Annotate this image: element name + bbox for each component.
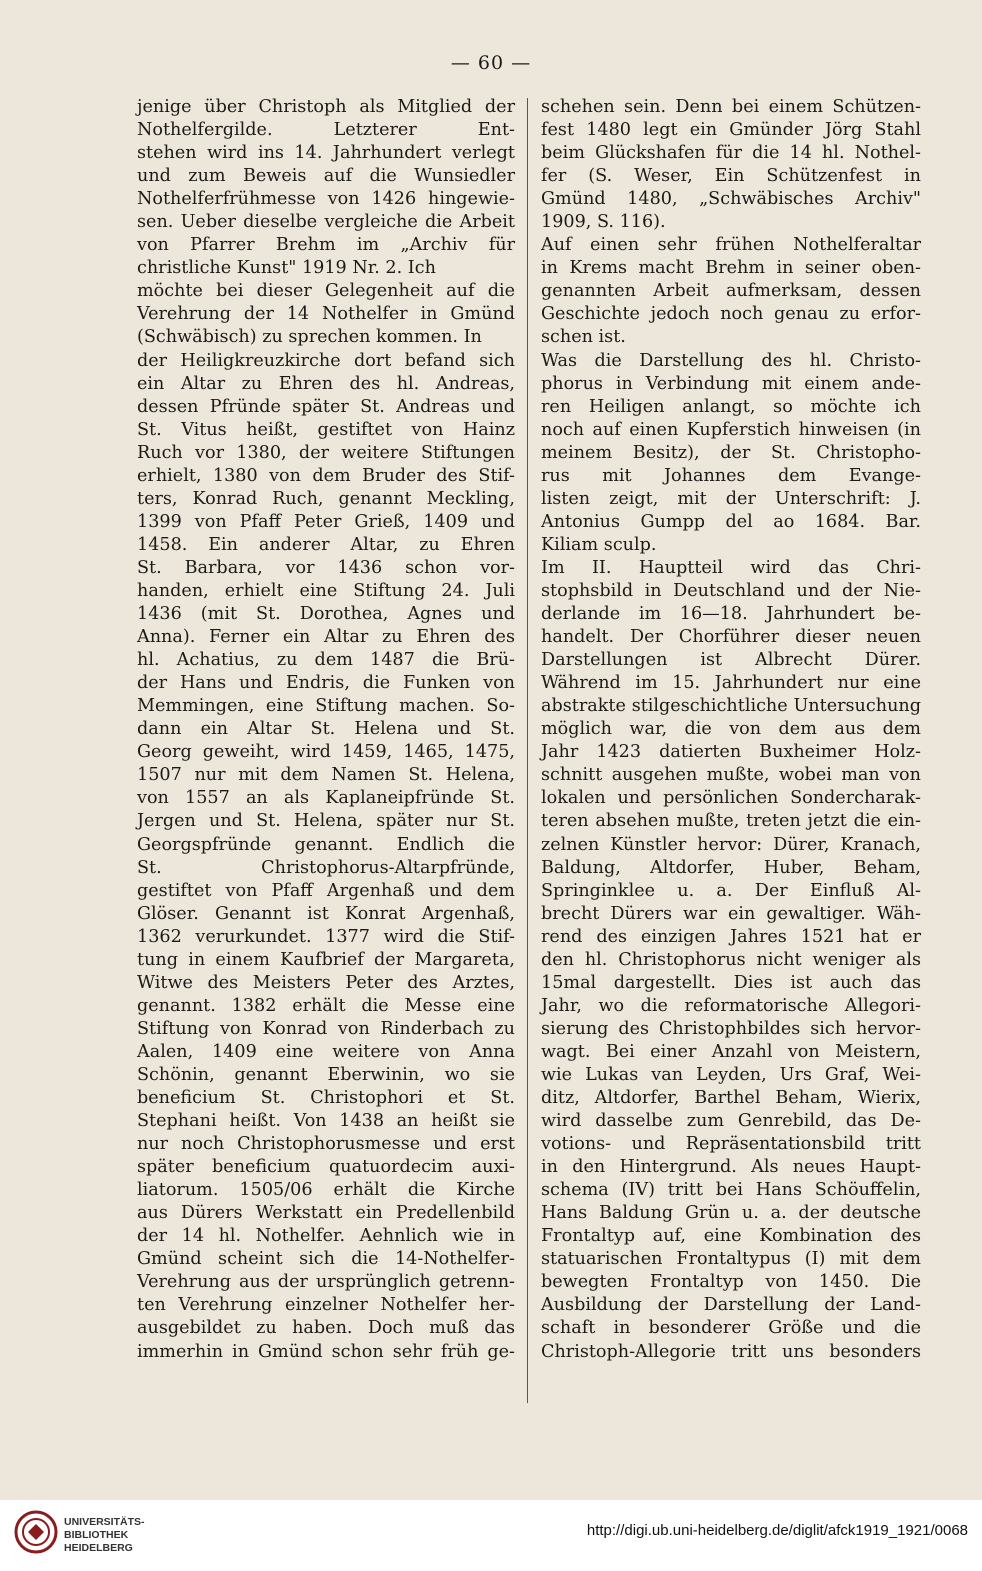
text-line: Nothelfergilde. Letzterer Ent- xyxy=(137,120,515,141)
text-line: fest 1480 legt ein Gmünder Jörg Stahl xyxy=(541,120,921,141)
text-line: rend des einzigen Jahres 1521 hat er xyxy=(541,926,921,947)
text-line: St. Barbara, vor 1436 schon vor- xyxy=(137,557,515,578)
text-line: ein Altar zu Ehren des hl. Andreas, xyxy=(137,373,515,394)
text-line: Stiftung von Konrad von Rinderbach zu xyxy=(137,1018,515,1039)
text-line: der 14 hl. Nothelfer. Aehnlich wie in xyxy=(137,1226,515,1247)
source-url[interactable]: http://digi.ub.uni-heidelberg.de/diglit/afck1919_1921/0068 xyxy=(586,1522,968,1539)
text-line: 1507 nur mit dem Namen St. Helena, xyxy=(137,765,515,786)
text-line: gestiftet von Pfaff Argenhaß und dem xyxy=(137,880,515,901)
text-line: Verehrung der 14 Nothelfer in Gmünd xyxy=(137,304,515,325)
text-line: Frontaltyp auf, eine Kombination des xyxy=(541,1226,921,1247)
text-line: Antonius Gumpp del ao 1684. Bar. xyxy=(541,511,921,532)
text-line: Witwe des Meisters Peter des Arztes, xyxy=(137,972,515,993)
text-line: statuarischen Frontaltypus (I) mit dem xyxy=(541,1249,921,1270)
text-line: Nothelferfrühmesse von 1426 hingewie- xyxy=(137,189,515,210)
text-line: den hl. Christophorus nicht weniger als xyxy=(541,949,921,970)
institution-line: BIBLIOTHEK xyxy=(64,1529,129,1541)
text-line: genannten Arbeit aufmerksam, dessen xyxy=(541,281,921,302)
text-line: Was die Darstellung des hl. Christo- xyxy=(541,350,921,371)
text-line: schaft in besonderer Größe und die xyxy=(541,1318,921,1339)
text-line: Geschichte jedoch noch genau zu erfor- xyxy=(541,304,921,325)
text-line: von 1557 an als Kaplaneipfründe St. xyxy=(137,788,515,809)
text-line: 1362 verurkundet. 1377 wird die Stif- xyxy=(137,926,515,947)
text-line: erhielt, 1380 von dem Bruder des Stif- xyxy=(137,465,515,486)
text-line: handelt. Der Chorführer dieser neuen xyxy=(541,627,921,648)
text-line: Im II. Hauptteil wird das Chri- xyxy=(541,557,921,578)
text-line: wie Lukas van Leyden, Urs Graf, Wei- xyxy=(541,1064,921,1085)
text-line: liatorum. 1505/06 erhält die Kirche xyxy=(137,1180,515,1201)
page-number: — 60 — xyxy=(450,52,532,74)
text-line: später beneficium quatuordecim auxi- xyxy=(137,1157,515,1178)
text-line: wird dasselbe zum Genrebild, das De- xyxy=(541,1111,921,1132)
text-line: Verehrung aus der ursprünglich getrenn- xyxy=(137,1272,515,1293)
text-line: Jergen und St. Helena, später nur St. xyxy=(137,811,515,832)
text-line: meinem Besitz), der St. Christopho- xyxy=(541,442,921,463)
text-line: schehen sein. Denn bei einem Schützen- xyxy=(541,97,921,117)
text-line: tung in einem Kaufbrief der Margareta, xyxy=(137,949,515,970)
text-line: teren absehen mußte, treten jetzt die ein- xyxy=(541,811,921,832)
text-line: Ruch vor 1380, der weitere Stiftungen xyxy=(137,442,515,463)
text-line: brecht Dürers war ein gewaltiger. Wäh- xyxy=(541,903,921,924)
text-line: Während im 15. Jahrhundert nur eine xyxy=(541,673,921,694)
text-line: möglich war, die von dem aus dem xyxy=(541,719,921,740)
text-line: abstrakte stilgeschichtliche Untersuchung xyxy=(541,696,921,717)
text-line: möchte bei dieser Gelegenheit auf die xyxy=(137,281,515,302)
institution-line: HEIDELBERG xyxy=(64,1542,133,1554)
text-line: und zum Beweis auf die Wunsiedler xyxy=(137,166,515,187)
text-line: schen ist. xyxy=(541,327,626,348)
text-line: votions- und Repräsentationsbild tritt xyxy=(541,1134,921,1155)
text-line: St. Christophorus-Altarpfründe, xyxy=(137,857,515,878)
text-line: fer (S. Weser, Ein Schützenfest in xyxy=(541,166,921,187)
text-line: 1399 von Pfaff Peter Grieß, 1409 und xyxy=(137,511,515,532)
text-line: Gmünd 1480, „Schwäbisches Archiv" xyxy=(541,189,921,210)
text-line: bewegten Frontaltyp von 1450. Die xyxy=(541,1272,921,1293)
text-line: schnitt ausgehen mußte, wobei man von xyxy=(541,765,921,786)
text-line: sen. Ueber dieselbe vergleiche die Arbeit xyxy=(137,212,515,233)
text-line: christliche Kunst" 1919 Nr. 2. Ich xyxy=(137,258,436,279)
text-line: immerhin in Gmünd schon sehr früh ge- xyxy=(137,1341,515,1362)
text-line: Auf einen sehr frühen Nothelferaltar xyxy=(541,235,921,256)
text-line: hl. Achatius, zu dem 1487 die Brü- xyxy=(137,650,515,671)
text-line: Baldung, Altdorfer, Huber, Beham, xyxy=(541,857,921,878)
text-line: derlande im 16—18. Jahrhundert be- xyxy=(541,604,921,625)
text-line: der Heiligkreuzkirche dort befand sich xyxy=(137,350,515,371)
text-line: von Pfarrer Brehm im „Archiv für xyxy=(137,235,515,256)
text-line: 15mal dargestellt. Dies ist auch das xyxy=(541,972,921,993)
text-line: ausgebildet zu haben. Doch muß das xyxy=(137,1318,515,1339)
text-line: in den Hintergrund. Als neues Haupt- xyxy=(541,1157,921,1178)
text-line: phorus in Verbindung mit einem ande- xyxy=(541,373,921,394)
text-column-left xyxy=(137,96,515,1364)
text-line: Jahr, wo die reformatorische Allegori- xyxy=(541,995,921,1016)
text-line: jenige über Christoph als Mitglied der xyxy=(137,97,515,117)
text-line: genannt. 1382 erhält die Messe eine xyxy=(137,995,515,1016)
text-line: Glöser. Genannt ist Konrat Argenhaß, xyxy=(137,903,515,924)
column-divider xyxy=(527,98,528,1403)
text-line: listen zeigt, mit der Unterschrift: J. xyxy=(541,488,921,509)
text-line: ters, Konrad Ruch, genannt Meckling, xyxy=(137,488,515,509)
text-line: stehen wird ins 14. Jahrhundert verlegt xyxy=(137,143,515,164)
text-line: stophsbild in Deutschland und der Nie- xyxy=(541,580,921,601)
text-line: dann ein Altar St. Helena und St. xyxy=(137,719,515,740)
text-line: Ausbildung der Darstellung der Land- xyxy=(541,1295,921,1316)
text-line: Stephani heißt. Von 1438 an heißt sie xyxy=(137,1111,515,1132)
text-line: St. Vitus heißt, gestiftet von Hainz xyxy=(137,419,515,440)
text-line: beneficium St. Christophori et St. xyxy=(137,1088,515,1109)
text-line: (Schwäbisch) zu sprechen kommen. In xyxy=(137,327,482,348)
text-line: Darstellungen ist Albrecht Dürer. xyxy=(541,650,921,671)
text-line: lokalen und persönlichen Sondercharak- xyxy=(541,788,921,809)
text-line: der Hans und Endris, die Funken von xyxy=(137,673,515,694)
text-line: Kiliam sculp. xyxy=(541,534,657,555)
institution-line: UNIVERSITÄTS- xyxy=(64,1516,145,1528)
text-line: in Krems macht Brehm in seiner oben- xyxy=(541,258,921,279)
text-line: 1909, S. 116). xyxy=(541,212,666,233)
text-line: ditz, Altdorfer, Barthel Beham, Wierix, xyxy=(541,1088,921,1109)
text-line: wagt. Bei einer Anzahl von Meistern, xyxy=(541,1041,921,1062)
text-line: 1436 (mit St. Dorothea, Agnes und xyxy=(137,604,515,625)
text-line: beim Glückshafen für die 14 hl. Nothel- xyxy=(541,143,921,164)
text-line: Springinklee u. a. Der Einfluß Al- xyxy=(541,880,921,901)
text-line: handen, erhielt eine Stiftung 24. Juli xyxy=(137,580,515,601)
text-line: Hans Baldung Grün u. a. der deutsche xyxy=(541,1203,921,1224)
text-line: Schönin, genannt Eberwinin, wo sie xyxy=(137,1064,515,1085)
text-line: aus Dürers Werkstatt ein Predellenbild xyxy=(137,1203,515,1224)
text-line: ten Verehrung einzelner Nothelfer her- xyxy=(137,1295,515,1316)
text-line: ren Heiligen anlangt, so möchte ich xyxy=(541,396,921,417)
university-seal-icon xyxy=(14,1510,58,1554)
text-column-right xyxy=(541,96,921,1364)
text-line: Anna). Ferner ein Altar zu Ehren des xyxy=(137,627,515,648)
text-line: Aalen, 1409 eine weitere von Anna xyxy=(137,1041,515,1062)
text-line: schema (IV) tritt bei Hans Schöuffelin, xyxy=(541,1180,921,1201)
text-line: 1458. Ein anderer Altar, zu Ehren xyxy=(137,534,515,555)
text-line: noch auf einen Kupferstich hinweisen (in xyxy=(541,419,921,440)
text-line: Jahr 1423 datierten Buxheimer Holz- xyxy=(541,742,921,763)
text-line: Georgspfründe genannt. Endlich die xyxy=(137,834,515,855)
text-line: Memmingen, eine Stiftung machen. So- xyxy=(137,696,515,717)
text-line: dessen Pfründe später St. Andreas und xyxy=(137,396,515,417)
text-line: nur noch Christophorusmesse und erst xyxy=(137,1134,515,1155)
text-line: Christoph-Allegorie tritt uns besonders xyxy=(541,1341,921,1362)
text-line: Georg geweiht, wird 1459, 1465, 1475, xyxy=(137,742,515,763)
institution-name xyxy=(64,1516,145,1555)
text-line: rus mit Johannes dem Evange- xyxy=(541,465,921,486)
text-line: sierung des Christophbildes sich hervor- xyxy=(541,1018,921,1039)
text-line: Gmünd scheint sich die 14-Nothelfer- xyxy=(137,1249,515,1270)
text-line: zelnen Künstler hervor: Dürer, Kranach, xyxy=(541,834,921,855)
